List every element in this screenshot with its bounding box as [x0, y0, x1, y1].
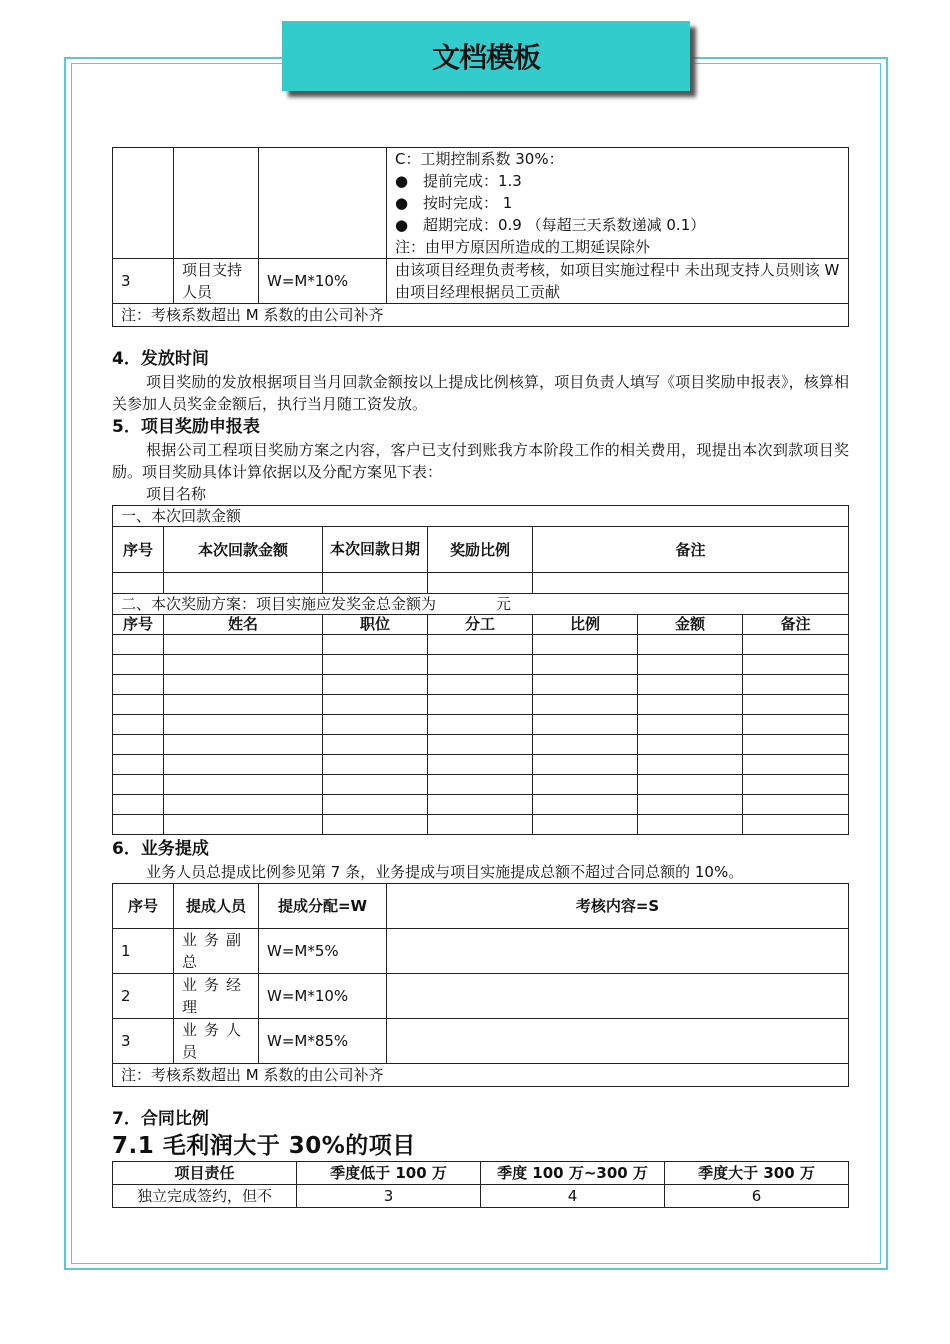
table-row [113, 635, 849, 655]
table-cell [743, 675, 849, 695]
table-cell [113, 815, 164, 835]
row-number: 1 [113, 929, 174, 974]
table-row [113, 929, 849, 974]
table-cell [164, 573, 323, 594]
column-header: 序号 [113, 884, 174, 929]
table-cell [638, 715, 743, 735]
column-header: 比例 [533, 615, 638, 635]
table-cell [113, 775, 164, 795]
table-note: 注：考核系数超出 M 系数的由公司补齐 [113, 304, 849, 327]
table-cell [638, 755, 743, 775]
section-5-text: 根据公司工程项目奖励方案之内容，客户已支付到账我方本阶段工作的相关费用，现提出本次到款项目奖励。项目奖励具体计算依据以及分配方案见下表： [112, 441, 849, 481]
table-cell [164, 815, 323, 835]
table-cell [113, 755, 164, 775]
row-role: 项目支持人员 [174, 259, 259, 304]
table-cell [323, 573, 428, 594]
table-cell [164, 675, 323, 695]
table-cell [533, 795, 638, 815]
table-cell [164, 695, 323, 715]
table-cell [428, 635, 533, 655]
table-cell [113, 735, 164, 755]
row-number: 3 [113, 259, 174, 304]
section-5-title: 5．项目奖励申报表 [112, 417, 260, 437]
row-formula: W=M*10% [259, 974, 387, 1019]
table-row [113, 1064, 849, 1087]
table-cell [387, 974, 849, 1019]
table-row [113, 795, 849, 815]
table-cell [533, 635, 638, 655]
table-row [113, 573, 849, 594]
section-label [113, 594, 849, 615]
table-cell [164, 735, 323, 755]
table-cell [164, 775, 323, 795]
table-cell [638, 735, 743, 755]
table-row [113, 1185, 849, 1208]
column-header: 姓名 [164, 615, 323, 635]
table-cell [533, 695, 638, 715]
row-role: 业务人员 [174, 1019, 259, 1064]
table-cell [113, 695, 164, 715]
reward-table [112, 505, 849, 835]
schedule-note: 注：由甲方原因所造成的工期延误除外 [395, 238, 651, 256]
table-row [113, 755, 849, 775]
table-row [113, 715, 849, 735]
schedule-coefficient-title: C：工期控制系数 30%： [395, 150, 564, 168]
column-header: 职位 [323, 615, 428, 635]
table-cell [533, 735, 638, 755]
table-cell [533, 573, 849, 594]
table-cell: 6 [665, 1185, 849, 1208]
table-cell [638, 815, 743, 835]
table-cell [387, 1019, 849, 1064]
currency-unit: 元 [496, 595, 512, 613]
table-row [113, 655, 849, 675]
table-cell [743, 695, 849, 715]
schedule-coefficient-cell [387, 148, 849, 259]
table-cell [113, 655, 164, 675]
table-row [113, 594, 849, 615]
section-4-title: 4．发放时间 [112, 349, 209, 369]
table-cell [743, 795, 849, 815]
table-cell [743, 775, 849, 795]
table-row [113, 735, 849, 755]
table-cell [533, 675, 638, 695]
table-cell [743, 655, 849, 675]
table-cell [428, 755, 533, 775]
column-header: 项目责任 [113, 1162, 297, 1185]
project-name-label: 项目名称 [146, 485, 207, 503]
table-cell [174, 148, 259, 259]
table-cell [323, 815, 428, 835]
table-cell [533, 755, 638, 775]
table-cell [323, 695, 428, 715]
table-cell [428, 715, 533, 735]
table-cell [164, 795, 323, 815]
table-cell [428, 675, 533, 695]
table-cell [743, 755, 849, 775]
table-cell [533, 655, 638, 675]
table-cell [387, 929, 849, 974]
document-body [112, 147, 849, 1208]
table-row [113, 148, 849, 259]
row-number: 2 [113, 974, 174, 1019]
table-row [113, 1019, 849, 1064]
row-number: 3 [113, 1019, 174, 1064]
table-cell [323, 735, 428, 755]
table-row [113, 695, 849, 715]
table-cell [428, 815, 533, 835]
table-cell [113, 635, 164, 655]
table-cell [323, 775, 428, 795]
table-cell: 3 [297, 1185, 481, 1208]
table-cell [428, 775, 533, 795]
table-row [113, 775, 849, 795]
document-banner: 文档模板 [282, 21, 690, 91]
table-cell [259, 148, 387, 259]
table-header-row [113, 1162, 849, 1185]
row-formula: W=M*10% [259, 259, 387, 304]
table-cell [113, 715, 164, 735]
table-cell [533, 715, 638, 735]
column-header: 备注 [533, 527, 849, 573]
table-row [113, 304, 849, 327]
table-header-row [113, 527, 849, 573]
table-cell [638, 675, 743, 695]
section-6-text: 业务人员总提成比例参见第 7 条，业务提成与项目实施提成总额不超过合同总额的 10%。 [146, 863, 744, 881]
table-cell [428, 655, 533, 675]
table-cell [533, 775, 638, 795]
table-cell [113, 573, 164, 594]
section-7-1-title: 7.1 毛利润大于 30%的项目 [112, 1133, 416, 1159]
table-cell [164, 655, 323, 675]
list-item: ● 按时完成： 1 [395, 192, 840, 214]
reward-total-label: 二、本次奖励方案：项目实施应发奖金总金额为 [121, 595, 437, 613]
commission-table [112, 883, 849, 1087]
section-7-title: 7．合同比例 [112, 1109, 209, 1129]
table-cell [323, 795, 428, 815]
row-role: 业务副总 [174, 929, 259, 974]
row-content: 由该项目经理负责考核，如项目实施过程中 未出现支持人员则该 W 由项目经理根据员工贡献 [387, 259, 849, 304]
column-header: 季度大于 300 万 [665, 1162, 849, 1185]
table-row [113, 259, 849, 304]
table-cell [164, 715, 323, 735]
table-header-row [113, 884, 849, 929]
column-header: 本次回款日期 [323, 527, 428, 573]
column-header: 序号 [113, 527, 164, 573]
row-formula: W=M*5% [259, 929, 387, 974]
row-formula: W=M*85% [259, 1019, 387, 1064]
table-cell [323, 755, 428, 775]
table-cell [428, 695, 533, 715]
table-cell: 独立完成签约，但不 [113, 1185, 297, 1208]
table-cell [428, 735, 533, 755]
column-header: 本次回款金额 [164, 527, 323, 573]
row-role: 业务经理 [174, 974, 259, 1019]
table-cell [533, 815, 638, 835]
assessment-table-continued [112, 147, 849, 327]
table-cell [743, 815, 849, 835]
table-cell [323, 635, 428, 655]
table-header-row [113, 615, 849, 635]
column-header: 金额 [638, 615, 743, 635]
table-cell [638, 795, 743, 815]
table-cell [164, 635, 323, 655]
table-cell: 4 [481, 1185, 665, 1208]
table-cell [428, 795, 533, 815]
column-header: 提成分配=W [259, 884, 387, 929]
table-cell [743, 715, 849, 735]
table-cell [113, 675, 164, 695]
section-6-title: 6．业务提成 [112, 839, 209, 859]
table-note: 注：考核系数超出 M 系数的由公司补齐 [113, 1064, 849, 1087]
column-header: 季度 100 万~300 万 [481, 1162, 665, 1185]
table-row [113, 506, 849, 527]
column-header: 季度低于 100 万 [297, 1162, 481, 1185]
blank-rows [113, 635, 849, 835]
table-cell [164, 755, 323, 775]
table-cell [113, 795, 164, 815]
contract-ratio-table [112, 1161, 849, 1208]
table-cell [323, 675, 428, 695]
column-header: 序号 [113, 615, 164, 635]
column-header: 考核内容=S [387, 884, 849, 929]
column-header: 备注 [743, 615, 849, 635]
table-cell [638, 695, 743, 715]
section-label: 一、本次回款金额 [113, 506, 849, 527]
table-cell [743, 735, 849, 755]
table-cell [743, 635, 849, 655]
table-cell [638, 635, 743, 655]
table-row [113, 815, 849, 835]
table-cell [638, 775, 743, 795]
table-cell [323, 655, 428, 675]
table-cell [113, 148, 174, 259]
table-cell [428, 573, 533, 594]
table-cell [638, 655, 743, 675]
column-header: 奖励比例 [428, 527, 533, 573]
table-row [113, 675, 849, 695]
column-header: 分工 [428, 615, 533, 635]
section-4-text: 项目奖励的发放根据项目当月回款金额按以上提成比例核算，项目负责人填写《项目奖励申报表》，核算相关参加人员奖金金额后，执行当月随工资发放。 [112, 373, 849, 413]
table-row [113, 974, 849, 1019]
list-item: ● 超期完成：0.9 （每超三天系数递减 0.1） [395, 214, 840, 236]
list-item: ● 提前完成：1.3 [395, 170, 840, 192]
table-cell [323, 715, 428, 735]
column-header: 提成人员 [174, 884, 259, 929]
